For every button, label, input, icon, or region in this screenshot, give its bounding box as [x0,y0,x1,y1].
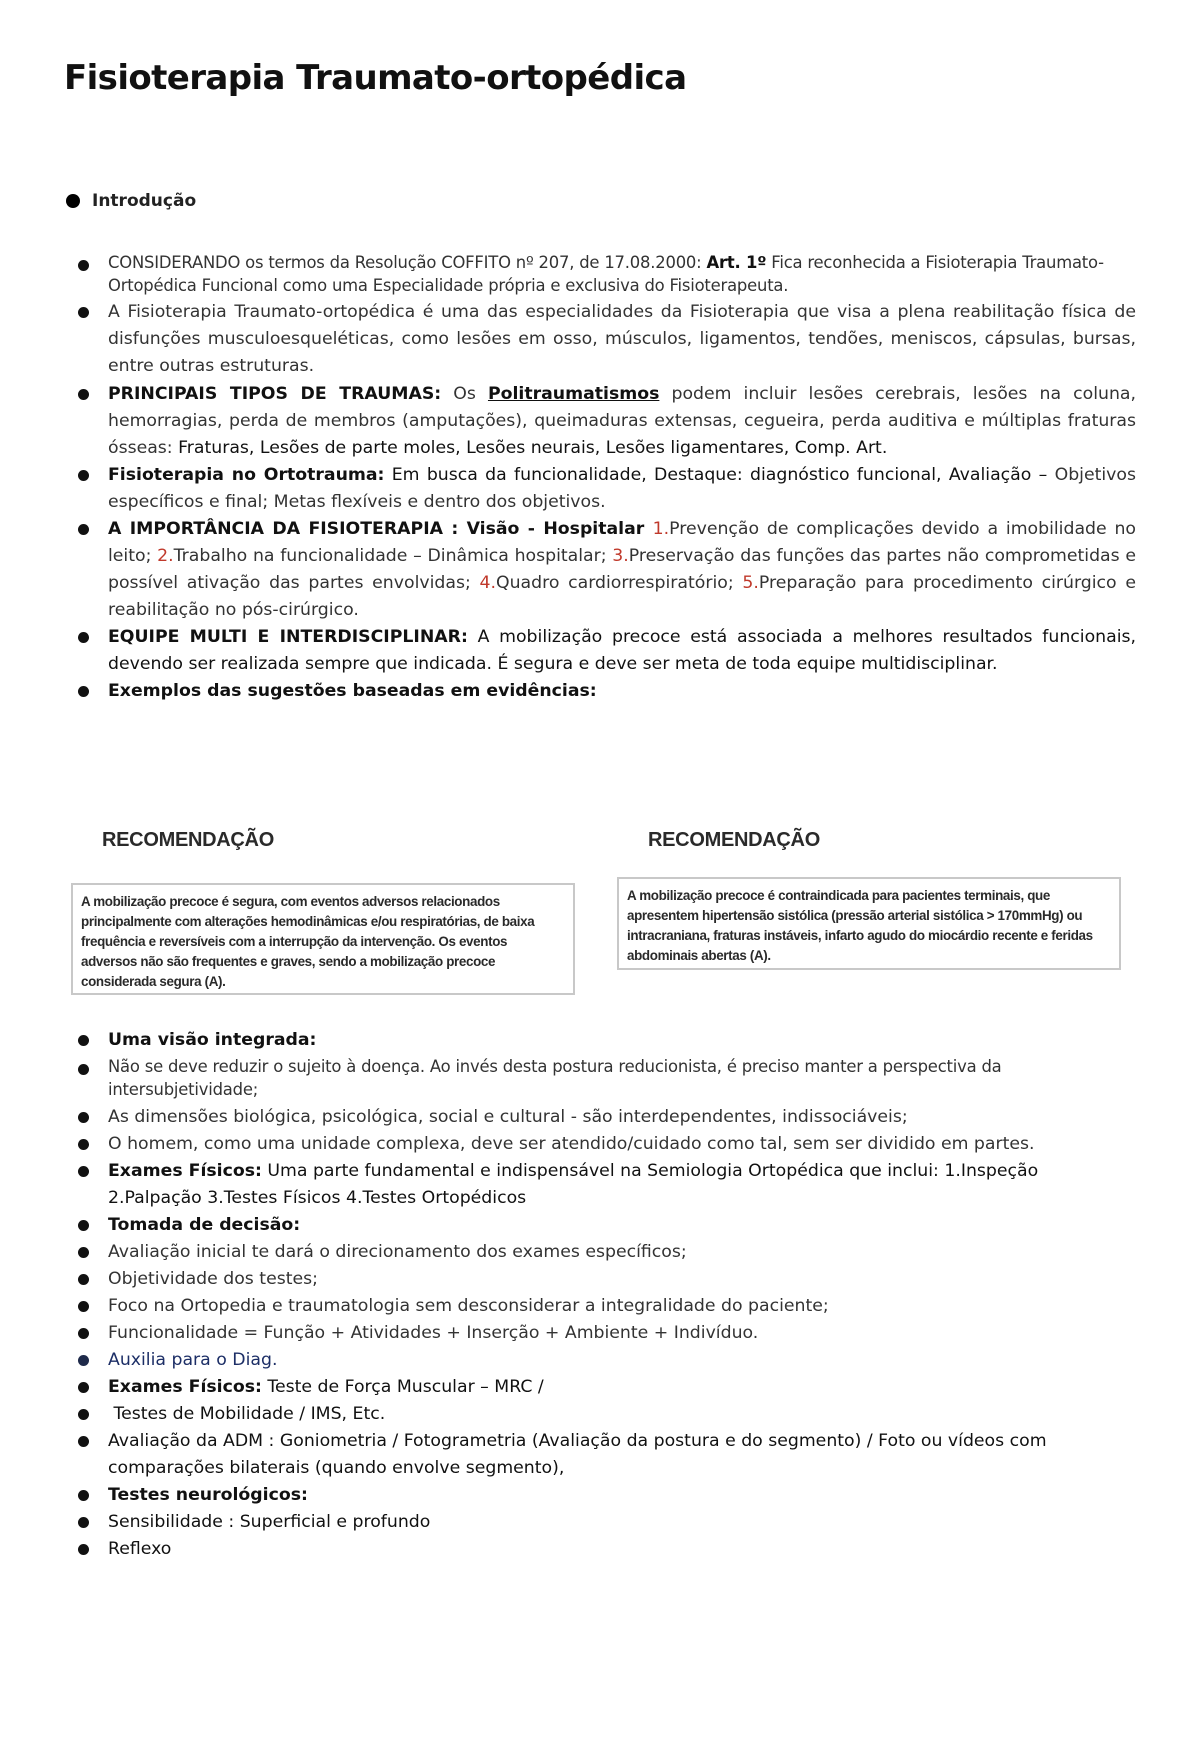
bullet-icon [78,1382,89,1393]
auxilia-text: Auxilia para o Diag. [108,1350,278,1370]
bullet-icon [78,1035,89,1046]
exames-heading: Exames Físicos: [108,1161,262,1181]
importancia-point: Preparação para procedimento cirúrgico e reabilitação no pós-cirúrgico. [108,573,1136,620]
bullet-icon [78,1490,89,1501]
recommendation-grade: (A). [749,948,771,963]
recommendation-text: A mobilização precoce é segura, com eventos adversos relacionados principalmente com alterações hemodinâmicas e/ou respiratórias, de baixa frequência e reversíveis com a interrupção da intervenção. Os eventos adversos não são frequentes e graves, sendo a mobilização precoce considerada segura [81,894,535,989]
evaluation-list [78,1027,1136,1563]
funcionalidade-text: Funcionalidade = Função + Atividades + Inserção + Ambiente + Indivíduo. [108,1323,759,1343]
recommendation-text: A mobilização precoce é contraindicada para pacientes terminais, que apresentem hipertensão sistólica (pressão arterial sistólica > 170mmHg) ou intracraniana, fraturas instáveis, infarto agudo do miocárdio recente e feridas abdominais abertas [627,888,1093,963]
bullet-icon [78,1166,89,1177]
list-item-exames-fisicos [78,1158,1136,1212]
list-item-exemplos [78,678,1136,705]
foco-text: Foco na Ortopedia e traumatologia sem desconsiderar a integralidade do paciente; [108,1296,829,1316]
reflexo-text: Reflexo [108,1539,172,1559]
intro-list [78,252,1136,705]
mobilidade-text: Testes de Mobilidade / IMS, Etc. [108,1404,386,1424]
traumas-politraumatismos: Politraumatismos [487,384,660,404]
exames-forca-heading: Exames Físicos: [108,1377,262,1397]
importancia-point: Prevenção de complicações devido a imobilidade no leito; [108,519,1136,566]
exemplos-heading: Exemplos das sugestões baseadas em evidências: [108,681,597,701]
bullet-icon [78,1328,89,1339]
bullet-icon [78,1139,89,1150]
bullet-icon [78,1409,89,1420]
bullet-icon [78,1544,89,1555]
bullet-icon [78,389,89,400]
list-item-traumas [78,381,1136,462]
bullet-icon [78,1517,89,1528]
coffito-article: Art. 1º [706,253,767,272]
page-title: Fisioterapia Traumato-ortopédica [64,58,687,98]
bullet-icon [78,470,89,481]
importancia-point: Quadro cardiorrespiratório; [496,573,743,593]
ortotrauma-heading: Fisioterapia no Ortotrauma: [108,465,385,485]
traumas-types: Fraturas, Lesões de parte moles, Lesões neurais, Lesões ligamentares, Comp. Art. [178,438,888,458]
bullet-icon [78,1355,89,1366]
list-item-avaliacao-inicial [78,1239,1136,1266]
exames-forca-text: Teste de Força Muscular – MRC / [261,1377,544,1397]
bullet-icon [78,1274,89,1285]
recommendation-box-contraindicated [617,877,1121,970]
sensibilidade-text: Sensibilidade : Superficial e profundo [108,1512,431,1532]
importancia-point: Trabalho na funcionalidade – Dinâmica hospitalar; [173,546,613,566]
list-item-decisao [78,1212,1136,1239]
equipe-heading: EQUIPE MULTI E INTERDISCIPLINAR: [108,627,468,647]
importancia-number: 2. [157,546,174,566]
list-item-dimensoes [78,1104,1136,1131]
sujeito-text: Não se deve reduzir o sujeito à doença. Ao invés desta postura reducionista, é preciso manter a perspectiva da intersubjetividade; [108,1057,1002,1099]
bullet-icon [78,260,89,271]
list-item-visao [78,1027,1136,1054]
bullet-icon [78,1112,89,1123]
list-item-exames-forca [78,1374,1136,1401]
decisao-heading: Tomada de decisão: [108,1215,301,1235]
section-label: Introdução [92,191,197,211]
list-item-importancia [78,516,1136,624]
adm-text: Avaliação da ADM : Goniometria / Fotogrametria (Avaliação da postura e do segmento) / Foto ou vídeos com comparações bilaterais (quando envolve segmento), [108,1431,1047,1478]
recommendation-heading: RECOMENDAÇÃO [648,829,820,851]
bullet-icon [78,686,89,697]
bullet-icon [78,1247,89,1258]
homem-text: O homem, como uma unidade complexa, deve ser atendido/cuidado como tal, sem ser dividido em partes. [108,1134,1035,1154]
exames-text: Uma parte fundamental e indispensável na Semiologia Ortopédica que inclui: 1.Inspeção 2.Palpação 3.Testes Físicos 4.Testes Ortopédicos [108,1161,1039,1208]
bullet-icon [78,524,89,535]
importancia-number: 5. [742,573,759,593]
list-item-definition [78,299,1136,380]
section-bullet-icon [66,194,80,208]
bullet-icon [78,307,89,318]
list-item-equipe [78,624,1136,678]
bullet-icon [78,1064,89,1075]
coffito-text-end: Fica reconhecida a Fisioterapia Traumato-Ortopédica Funcional como uma Especialidade própria e exclusiva do Fisioterapeuta. [108,253,1104,295]
recommendation-grade: (A). [204,974,226,989]
importancia-number: 1. [652,519,670,539]
list-item-homem [78,1131,1136,1158]
list-item-coffito [78,252,1136,297]
ortotrauma-text: Objetivos específicos e final; Metas flexíveis e dentro dos objetivos. [108,465,1136,512]
bullet-icon [78,1220,89,1231]
bullet-icon [78,1301,89,1312]
objetividade-text: Objetividade dos testes; [108,1269,318,1289]
traumas-text: podem incluir lesões cerebrais, lesões na coluna, hemorragias, perda de membros (amputações), queimaduras extensas, cegueira, perda auditiva e múltiplas fraturas ósseas: [108,384,1136,458]
ortotrauma-highlight: Em busca da funcionalidade, Destaque: diagnóstico funcional, Avaliação – [384,465,1048,485]
importancia-number: 4. [479,573,496,593]
bullet-icon [78,632,89,643]
bullet-icon [78,1436,89,1447]
importancia-number: 3. [612,546,629,566]
coffito-text: CONSIDERANDO os termos da Resolução COFFITO nº 207, de 17.08.2000: [108,253,707,272]
traumas-os: Os [441,384,488,404]
list-item-sensibilidade [78,1509,1136,1536]
list-item-reflexo [78,1536,1136,1563]
list-item-mobilidade [78,1401,1136,1428]
equipe-text: A mobilização precoce está associada a melhores resultados funcionais, devendo ser realizada sempre que indicada. É segura e deve ser meta de toda equipe multidisciplinar. [108,627,1136,674]
importancia-point: Preservação das funções das partes não comprometidas e possível ativação das partes envolvidas; [108,546,1136,593]
list-item-funcionalidade [78,1320,1136,1347]
list-item-adm [78,1428,1136,1482]
list-item-objetividade [78,1266,1136,1293]
dimensoes-text: As dimensões biológica, psicológica, social e cultural - são interdependentes, indissociáveis; [108,1107,908,1127]
importancia-heading: A IMPORTÂNCIA DA FISIOTERAPIA : Visão - Hospitalar [108,519,653,539]
list-item-foco [78,1293,1136,1320]
definition-text: A Fisioterapia Traumato-ortopédica é uma das especialidades da Fisioterapia que visa a plena reabilitação física de disfunções musculoesqueléticas, como lesões em osso, músculos, ligamentos, tendões, meniscos, cápsulas, bursas, entre outras estruturas. [108,302,1136,376]
visao-heading: Uma visão integrada: [108,1030,317,1050]
traumas-heading: PRINCIPAIS TIPOS DE TRAUMAS: [108,384,442,404]
list-item-auxilia [78,1347,1136,1374]
recommendation-box-safe [71,883,575,995]
list-item-sujeito [78,1056,1136,1101]
list-item-neurologicos [78,1482,1136,1509]
section-introducao [66,191,196,211]
list-item-ortotrauma [78,462,1136,516]
recommendation-heading: RECOMENDAÇÃO [102,829,274,851]
neurologicos-heading: Testes neurológicos: [108,1485,308,1505]
avaliacao-inicial-text: Avaliação inicial te dará o direcionamento dos exames específicos; [108,1242,687,1262]
